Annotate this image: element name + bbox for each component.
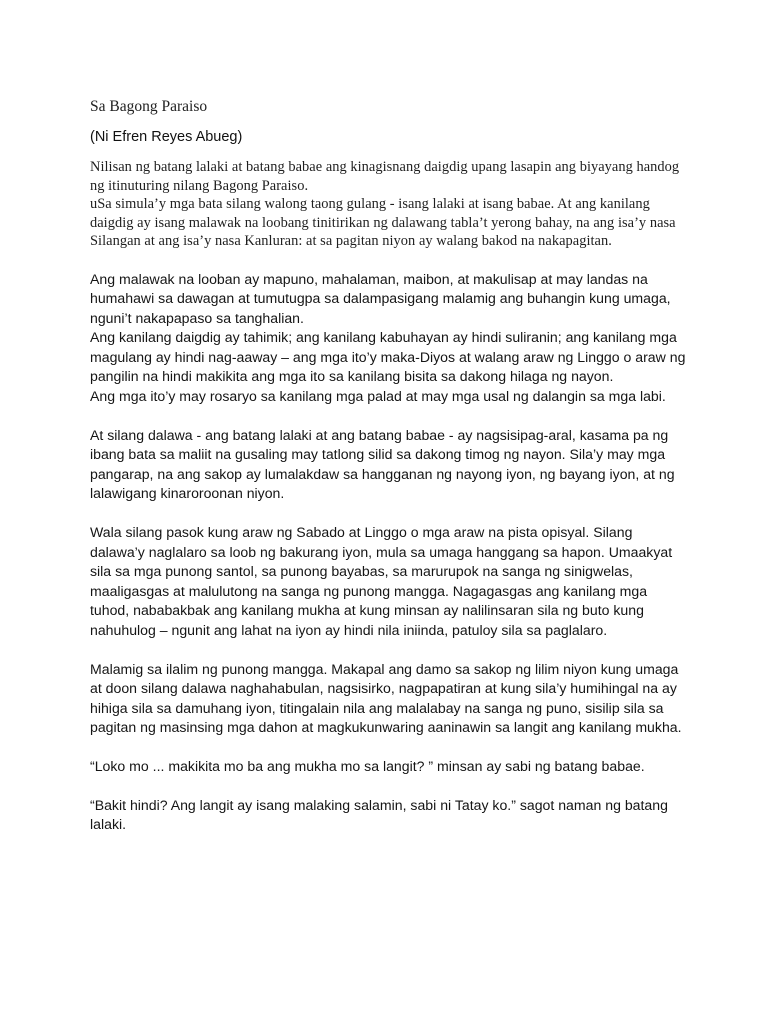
paragraph-looban: Ang malawak na looban ay mapuno, mahalaman, maibon, at makulisap at may landas na humahawi sa dawagan at tumutugpa sa dalampasigang malamig ang buhangin kung umaga, nguni’t nakapapaso sa tanghalian.: [90, 270, 671, 326]
dialogue-batang-lalaki: “Bakit hindi? Ang langit ay isang malaking salamin, sabi ni Tatay ko.” sagot naman ng batang lalaki.: [90, 796, 668, 833]
dialogue-batang-babae: “Loko mo ... makikita mo ba ang mukha mo sa langit? ” minsan ay sabi ng batang babae.: [90, 757, 645, 774]
intro-paragraph-2: uSa simula’y mga bata silang walong taong gulang - isang lalaki at isang babae. At ang kanilang daigdig ay isang malawak na loobang tinitirikan ng dalawang tabla’t yerong bahay, na ang isa’y nasa Silangan at ang isa’y nasa Kanluran: at sa pagitan niyon ay walang bakod na nakapagitan.: [90, 196, 676, 249]
paragraph-punong-mangga: Malamig sa ilalim ng punong mangga. Makapal ang damo sa sakop ng lilim niyon kung umaga at doon silang dalawa naghahabulan, nagsisirko, nagpapatiran at kung sila’y humihingal na ay hihiga sila sa damuhang iyon, titingalain nila ang malalabay na sanga ng puno, sisilip sila sa pagitan ng masinsing mga dahon at magkukunwaring aaninawin sa langit ang kanilang mukha.: [90, 660, 682, 736]
paragraph-nagsisipag-aral: At silang dalawa - ang batang lalaki at ang batang babae - ay nagsisipag-aral, kasama pa ng ibang bata sa maliit na gusaling may tatlong silid sa dakong timog ng nayon. Sila’y may mga pangarap, na ang sakop ay lumalakdaw sa hangganan ng nayong iyon, ng bayang iyon, at ng lalawigang kinaroroonan niyon.: [90, 426, 675, 502]
paragraph-paglalaro: Wala silang pasok kung araw ng Sabado at Linggo o mga araw na pista opisyal. Silang dalawa’y naglalaro sa loob ng bakurang iyon, mula sa umaga hanggang sa hapon. Umaakyat sila sa mga punong santol, sa punong bayabas, sa marurupok na sanga ng sinigwelas, maaligasgas at malulutong na sanga ng punong mangga. Nagagasgas ang kanilang mga tuhod, nababakbak ang kanilang mukha at kung minsan ay nalilinsaran sila ng buto kung nahuhulog – ngunit ang lahat na iyon ay hindi nila iniinda, patuloy sila sa paglalaro.: [90, 524, 673, 638]
document-title: Sa Bagong Paraiso: [90, 98, 208, 115]
document-content: [90, 97, 690, 835]
paragraph-rosaryo: Ang mga ito’y may rosaryo sa kanilang mga palad at may mga usal ng dalangin sa mga labi.: [90, 388, 666, 405]
document-byline: (Ni Efren Reyes Abueg): [90, 129, 243, 145]
paragraph-daigdig: Ang kanilang daigdig ay tahimik; ang kanilang kabuhayan ay hindi suliranin; ang kanilang mga magulang ay hindi nag-aaway – ang mga ito’y maka-Diyos at walang araw ng Linggo o araw ng pangilin na hindi makikita ang mga ito sa kanilang bisita sa dakong hilaga ng nayon.: [90, 329, 686, 385]
intro-paragraph-1: Nilisan ng batang lalaki at batang babae ang kinagisnang daigdig upang lasapin ang biyayang handog ng itinuturing nilang Bagong Paraiso.: [90, 159, 680, 194]
